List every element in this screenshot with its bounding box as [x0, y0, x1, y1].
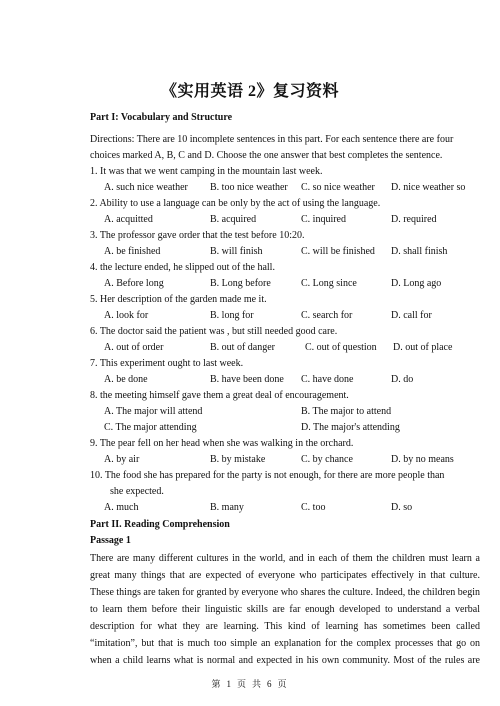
option-a: A. acquitted [104, 214, 153, 225]
option-c: C. too [301, 502, 326, 513]
question-7-stem: 7. This experiment ought to last week. [90, 358, 244, 369]
question-10-options [104, 502, 484, 514]
option-a: A. much [104, 502, 139, 513]
option-c: C. so nice weather [301, 182, 375, 193]
option-a: A. be finished [104, 246, 161, 257]
option-b: B. Long before [210, 278, 271, 289]
option-d: D. The major's attending [301, 422, 400, 433]
question-10-stem-continued: she expected. [110, 486, 164, 497]
question-4-stem: 4. the lecture ended, he slipped out of the hall. [90, 262, 275, 273]
question-1-options [104, 182, 484, 194]
question-8-stem: 8. the meeting himself gave them a great deal of encouragement. [90, 390, 349, 401]
option-d: D. nice weather so [391, 182, 466, 193]
option-b: B. The major to attend [301, 406, 392, 417]
option-d: D. Long ago [391, 278, 442, 289]
option-a: A. out of order [104, 342, 164, 353]
directions-line-1: Directions: There are 10 incomplete sentences in this part. For each sentence there are four [90, 134, 454, 145]
footer-label: 页 [236, 679, 248, 689]
question-6-options [104, 342, 484, 354]
option-c: C. will be finished [301, 246, 375, 257]
part1-heading: Part I: Vocabulary and Structure [90, 112, 233, 123]
passage-title: Passage 1 [90, 535, 131, 546]
option-a: A. such nice weather [104, 182, 188, 193]
total-pages-number: 6 [267, 679, 274, 689]
option-c: C. have done [301, 374, 354, 385]
option-d: D. call for [391, 310, 432, 321]
option-b: B. have been done [210, 374, 284, 385]
option-c: C. inquired [301, 214, 346, 225]
question-3-options [104, 246, 484, 258]
option-b: B. acquired [210, 214, 257, 225]
question-1-stem: 1. It was that we went camping in the mountain last week. [90, 166, 323, 177]
option-a: A. be done [104, 374, 148, 385]
option-c: C. search for [301, 310, 353, 321]
option-a: A. look for [104, 310, 149, 321]
current-page-number: 1 [226, 679, 233, 689]
option-c: C. The major attending [104, 422, 197, 433]
option-d: D. out of place [393, 342, 453, 353]
document-title: 《实用英语 2》复习资料 [160, 83, 339, 100]
part2-heading: Part II. Reading Comprehension [90, 519, 230, 530]
option-c: C. Long since [301, 278, 357, 289]
question-7-options [104, 374, 484, 386]
option-d: D. shall finish [391, 246, 448, 257]
footer-label: 第 [211, 679, 223, 689]
question-10-stem: 10. The food she has prepared for the party is not enough, for there are more people than [90, 470, 445, 481]
question-6-stem: 6. The doctor said the patient was , but still needed good care. [90, 326, 338, 337]
footer-label: 共 [252, 679, 264, 689]
question-8-options-row-2 [104, 422, 484, 434]
option-d: D. required [391, 214, 437, 225]
question-2-stem: 2. Ability to use a language can be only by the act of using the language. [90, 198, 381, 209]
question-2-options [104, 214, 484, 226]
question-3-stem: 3. The professor gave order that the test before 10:20. [90, 230, 305, 241]
question-9-options [104, 454, 484, 466]
option-d: D. by no means [391, 454, 454, 465]
option-c: C. by chance [301, 454, 353, 465]
option-d: D. so [391, 502, 413, 513]
question-5-stem: 5. Her description of the garden made me it. [90, 294, 267, 305]
option-a: A. by air [104, 454, 140, 465]
option-b: B. long for [210, 310, 254, 321]
option-b: B. will finish [210, 246, 263, 257]
question-8-options-row-1 [104, 406, 484, 418]
question-4-options [104, 278, 484, 290]
option-d: D. do [391, 374, 414, 385]
option-c: C. out of question [305, 342, 377, 353]
option-b: B. too nice weather [210, 182, 288, 193]
footer-label: 页 [277, 679, 289, 689]
directions-line-2: choices marked A, B, C and D. Choose the one answer that best completes the sentence. [90, 150, 443, 161]
passage-text: There are many different cultures in the world, and in each of them the children must learn a great many things that are expected of everyone who participates effectively in that culture. These things are taken for granted by everyone who shares the culture. Indeed, the children begin to learn them before their linguistic skills are far enough developed to understand a verbal description for what they are learning. This kind of learning has sometimes been called “imitation”, but that is much too simple an explanation for the complex processes that go on when a child learns what is normal and expected in his own community. Most of the rules are [90, 553, 480, 666]
question-5-options [104, 310, 484, 322]
option-a: A. Before long [104, 278, 164, 289]
option-b: B. many [210, 502, 244, 513]
option-b: B. by mistake [210, 454, 266, 465]
option-a: A. The major will attend [104, 406, 203, 417]
page-footer [0, 677, 500, 690]
option-b: B. out of danger [210, 342, 275, 353]
question-9-stem: 9. The pear fell on her head when she was walking in the orchard. [90, 438, 354, 449]
